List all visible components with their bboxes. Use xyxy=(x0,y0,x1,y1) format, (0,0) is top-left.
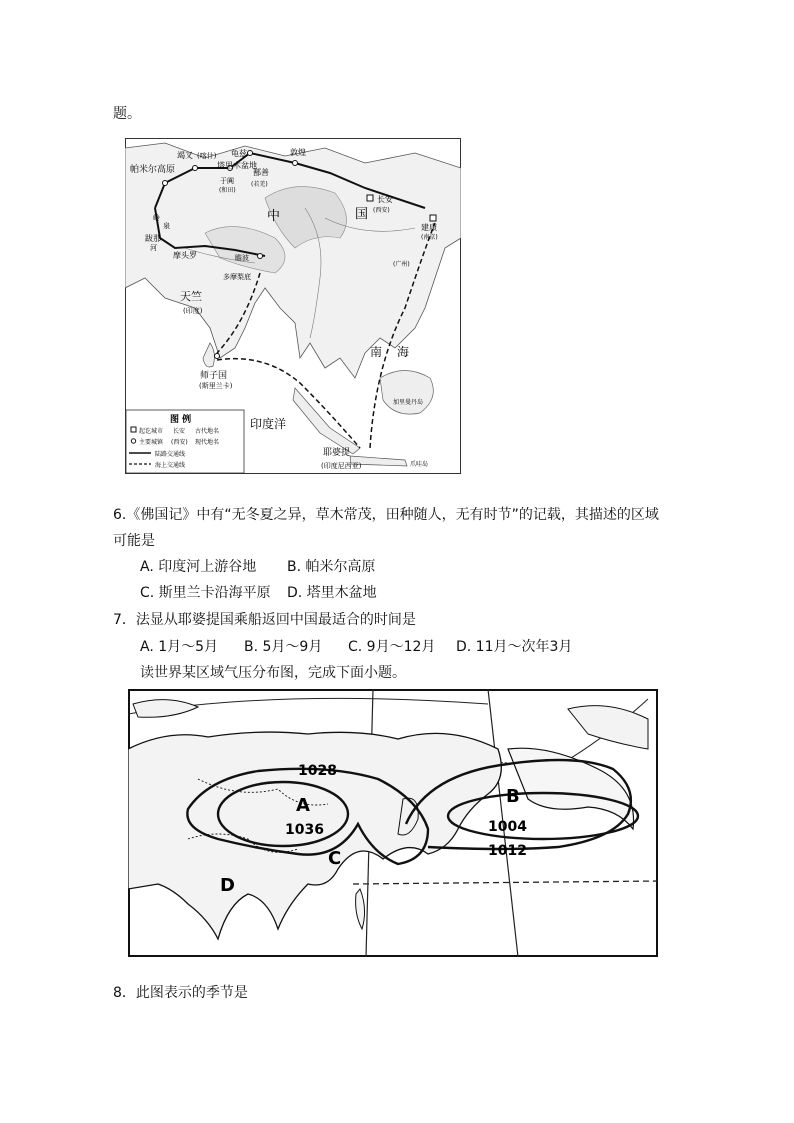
intro-tail-text: 题。 xyxy=(113,106,141,122)
center-label-b: B xyxy=(506,786,520,807)
place-pamir: 帕米尔高原 xyxy=(130,165,176,175)
place-ling: 岭 xyxy=(153,214,160,222)
legend-row3: 陆路交通线 xyxy=(155,451,186,458)
legend-row1c: 古代地名 xyxy=(195,428,220,435)
place-yeboti: 耶婆提 xyxy=(323,448,351,458)
place-moutou: 摩头罗 xyxy=(173,251,197,260)
map-legend xyxy=(126,410,244,473)
isobar-label-1036: 1036 xyxy=(285,822,324,838)
q6-option-a: A. 印度河上游谷地 xyxy=(140,559,257,575)
place-changan-note: (西安) xyxy=(373,207,390,214)
place-duomo: 多摩梨底 xyxy=(223,273,251,281)
place-bonana: 跋那 xyxy=(145,234,161,243)
place-guizi: 龟兹 xyxy=(231,149,247,158)
center-label-a: A xyxy=(296,795,310,816)
place-jiankang-note: (南京) xyxy=(421,234,438,241)
q7-option-b: B. 5月～9月 xyxy=(244,639,323,655)
q7-stem: 7．法显从耶婆提国乘船返回中国最适合的时间是 xyxy=(113,612,416,628)
q6-stem-line2: 可能是 xyxy=(113,533,155,549)
region-label-d: D xyxy=(220,875,235,896)
isobar-label-1012: 1012 xyxy=(488,843,527,859)
place-dunhuang: 敦煌 xyxy=(290,148,306,157)
q7-option-a: A. 1月～5月 xyxy=(140,639,219,655)
pressure-map-figure xyxy=(128,689,658,957)
q6-option-d: D. 塔里木盆地 xyxy=(287,585,377,601)
legend-row4: 海上交通线 xyxy=(155,462,186,469)
place-jiankang: 建康 xyxy=(421,223,437,232)
q6-option-c: C. 斯里兰卡沿海平原 xyxy=(140,585,271,601)
place-indian-ocean: 印度洋 xyxy=(250,417,287,431)
q8-stem: 8．此图表示的季节是 xyxy=(113,985,248,1001)
place-changan: 长安 xyxy=(377,195,393,204)
isobar-label-1004: 1004 xyxy=(488,819,527,835)
place-jieyi-note: (喀什) xyxy=(197,152,217,160)
pressure-distribution-map xyxy=(128,689,658,957)
isobar-label-1028: 1028 xyxy=(298,763,337,779)
place-guo: 国 xyxy=(355,207,369,222)
route-map-figure xyxy=(125,138,461,474)
place-shanshan-note: (若羌) xyxy=(251,181,268,188)
place-yeboti-note: (印度尼西亚) xyxy=(321,462,362,470)
place-nanhai-b: 海 xyxy=(397,345,410,359)
q7-option-d: D. 11月～次年3月 xyxy=(456,639,573,655)
legend-row2a: 主要城镇 xyxy=(139,439,164,446)
place-tianzhu-note: (印度) xyxy=(183,307,203,315)
faxian-route-map xyxy=(125,138,461,474)
place-guangzhou: (广州) xyxy=(393,261,410,268)
place-tarim: 塔里木盆地 xyxy=(217,161,257,170)
legend-title: 图 例 xyxy=(170,415,192,425)
region-label-c: C xyxy=(328,848,342,869)
place-zhan: 瞻波 xyxy=(235,254,249,262)
legend-row1b: 长安 xyxy=(173,428,186,435)
q7-option-c: C. 9月～12月 xyxy=(348,639,436,655)
place-yutian-note: (和田) xyxy=(219,187,236,194)
q6-option-b: B. 帕米尔高原 xyxy=(287,559,376,575)
place-jieyi: 竭叉 xyxy=(177,151,193,160)
place-he: 河 xyxy=(150,244,157,252)
reading-prompt-2: 读世界某区域气压分布图，完成下面小题。 xyxy=(140,665,406,681)
place-shizi-note: (斯里兰卡) xyxy=(199,382,233,390)
place-kalimantan: 加里曼丹岛 xyxy=(393,399,424,406)
place-sumbawa: 爪哇岛 xyxy=(410,461,429,468)
place-xian: 泉 xyxy=(163,222,170,230)
legend-row1a: 起讫城市 xyxy=(139,428,164,435)
place-nanhai-a: 南 xyxy=(370,345,383,359)
place-shizi: 师子国 xyxy=(200,371,228,381)
place-shanshan: 鄯善 xyxy=(253,168,269,177)
legend-row2c: 现代地名 xyxy=(195,439,220,446)
legend-row2b: (西安) xyxy=(171,439,188,446)
place-zhong: 中 xyxy=(267,209,281,224)
place-tianzhu: 天竺 xyxy=(180,290,202,303)
place-yutian: 于阗 xyxy=(220,177,234,185)
q6-stem-line1: 6.《佛国记》中有“无冬夏之异，草木常茂，田种随人，无有时节”的记载，其描述的区域 xyxy=(113,507,659,523)
